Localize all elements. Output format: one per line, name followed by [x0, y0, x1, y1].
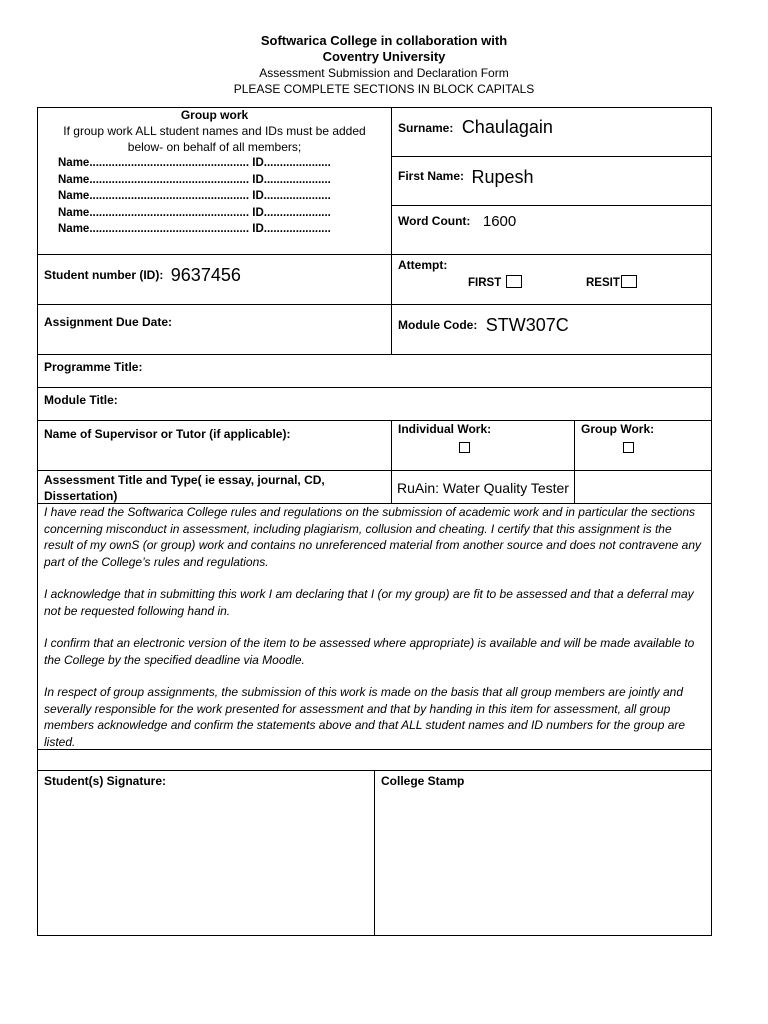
word-count-value: 1600 — [482, 213, 517, 230]
supervisor-label: Name of Supervisor or Tutor (if applicable): — [44, 427, 291, 441]
declaration-paragraph-2: I acknowledge that in submitting this work I am declaring that I (or my group) are fit to be assessed and that a deferral may not be requested following hand in. — [44, 587, 694, 618]
surname-label: Surname: — [398, 121, 454, 135]
header-college: Softwarica College in collaboration with — [260, 33, 508, 48]
group-member-row[interactable]: Name.................................................. ID..................... — [58, 173, 331, 186]
due-date-field[interactable] — [44, 313, 172, 331]
declaration-paragraph-3: I confirm that an electronic version of the item to be assessed where appropriate) is available and will be made available to the College by the specified deadline via Moodle. — [44, 636, 695, 667]
due-date-label: Assignment Due Date: — [44, 315, 173, 329]
student-number-field[interactable] — [44, 263, 241, 284]
group-work-label: Group Work: — [581, 422, 655, 436]
word-count-field[interactable] — [398, 212, 516, 230]
group-work-field — [575, 422, 712, 436]
header-university: Coventry University — [322, 49, 446, 64]
individual-work-checkbox[interactable] — [459, 442, 470, 453]
group-work-checkbox[interactable] — [623, 442, 634, 453]
declaration-paragraph-1: I have read the Softwarica College rules and regulations on the submission of academic work and in particular the sections concerning misconduct in assessment, including plagiarism, collusion and cheating. I certify that this assignment is the result of my ownS (or group) work and contains no unreferenced material from another source and does not contravene any part of the College’s rules and regulations. — [44, 505, 702, 569]
attempt-resit-checkbox[interactable] — [621, 275, 637, 288]
group-member-row[interactable]: Name.................................................. ID..................... — [58, 206, 331, 219]
college-stamp-field — [381, 772, 464, 790]
assessment-title-label-1: Assessment Title and Type( ie essay, journal, CD, — [44, 473, 325, 487]
assessment-title-value[interactable]: RuAin: Water Quality Tester — [397, 480, 569, 496]
attempt-field — [398, 256, 447, 274]
attempt-first-checkbox[interactable] — [506, 275, 522, 288]
programme-title-label: Programme Title: — [44, 360, 143, 374]
word-count-label: Word Count: — [398, 214, 471, 228]
attempt-resit-option[interactable] — [586, 273, 637, 291]
group-work-cell — [38, 107, 391, 238]
signature-field[interactable] — [44, 772, 166, 790]
module-title-field[interactable] — [44, 391, 118, 409]
group-work-instruction-1: If group work ALL student names and IDs must be added — [63, 124, 366, 138]
attempt-first-option[interactable] — [468, 273, 522, 291]
declaration-paragraph-4: In respect of group assignments, the submission of this work is made on the basis that all group members are jointly and severally responsible for the work presented for assessment and that by handing in this item for assessment, all group members acknowledge and confirm the statements above and that ALL student names and ID numbers for the group are listed. — [44, 685, 686, 749]
student-number-value: 9637456 — [170, 265, 241, 285]
attempt-label: Attempt: — [398, 258, 448, 272]
assessment-title-label-2: Dissertation) — [44, 489, 118, 503]
header-instruction: PLEASE COMPLETE SECTIONS IN BLOCK CAPITALS — [233, 82, 535, 96]
individual-work-field — [392, 422, 574, 436]
assessment-title-field — [44, 472, 389, 504]
signature-label: Student(s) Signature: — [44, 774, 166, 788]
group-member-row[interactable]: Name.................................................. ID..................... — [58, 223, 331, 235]
module-title-label: Module Title: — [44, 393, 118, 407]
first-name-value: Rupesh — [471, 167, 534, 187]
form-header — [0, 33, 768, 97]
declaration-text — [44, 504, 704, 766]
attempt-resit-label: RESIT — [586, 277, 620, 289]
supervisor-field[interactable] — [44, 425, 290, 443]
college-stamp-label: College Stamp — [381, 774, 465, 788]
programme-title-field[interactable] — [44, 358, 142, 376]
attempt-first-label: FIRST — [468, 277, 502, 289]
group-member-row[interactable]: Name.................................................. ID..................... — [58, 190, 331, 202]
first-name-field[interactable] — [398, 164, 534, 185]
module-code-value: STW307C — [485, 315, 569, 335]
group-work-title: Group work — [180, 108, 249, 122]
module-code-field[interactable] — [398, 313, 569, 334]
surname-value: Chaulagain — [461, 117, 553, 137]
first-name-label: First Name: — [398, 169, 465, 183]
student-number-label: Student number (ID): — [44, 268, 164, 282]
surname-field[interactable] — [398, 116, 553, 137]
module-code-label: Module Code: — [398, 318, 478, 332]
header-form-title: Assessment Submission and Declaration Form — [259, 66, 509, 80]
individual-work-label: Individual Work: — [398, 422, 492, 436]
group-work-instruction-2: below- on behalf of all members; — [127, 140, 302, 154]
group-member-row[interactable]: Name.................................................. ID..................... — [58, 157, 331, 169]
